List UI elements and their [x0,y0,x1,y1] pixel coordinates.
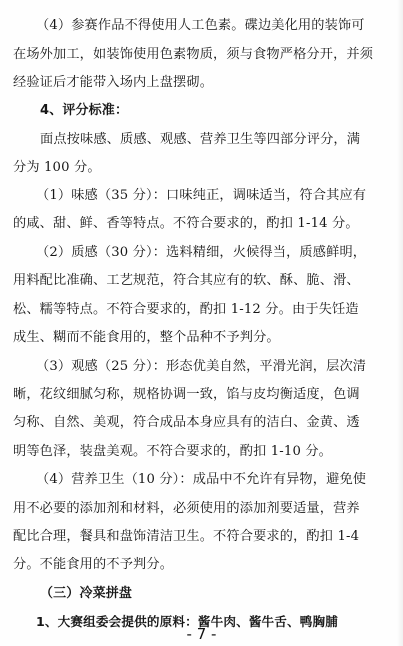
nutrition-line-2: 用不必要的添加剂和材料，必须使用的添加剂要适量，营养 [13,501,360,516]
scoring-intro-line-2: 分为 100 分。 [13,160,101,175]
rule-4-line-1: （4）参赛作品不得使用人工色素。碟边美化用的装饰可 [36,18,365,33]
taste-line-2: 的咸、甜、鲜、香等特点。不符合要求的，酌扣 1-14 分。 [13,216,359,231]
appearance-line-2: 晰，花纹细腻匀称，规格协调一致，馅与皮均衡适度，色调 [13,387,360,402]
rule-4-line-2: 在场外加工，如装饰使用色素物质，须与食物严格分开，并须 [13,47,374,62]
section-heading-cold-dish: （三）冷菜拼盘 [40,586,133,601]
appearance-line-1: （3）观感（25 分）：形态优美自然，平滑光润，层次清 [36,359,367,374]
ingredients-line: 1、大赛组委会提供的原料：酱牛肉、酱牛舌、鸭胸脯 [36,614,339,629]
rule-4-line-3: 经验证后才能带入场内上盘摆砌。 [13,75,214,90]
page-edge-shadow [397,0,403,646]
nutrition-line-1: （4）营养卫生（10 分）：成品中不允许有异物，避免使 [36,472,367,487]
texture-line-1: （2）质感（30 分）：选料精细，火候得当，质感鲜明， [36,245,367,260]
texture-line-2: 用料配比准确、工艺规范，符合其应有的软、酥、脆、滑、 [13,273,360,288]
appearance-line-4: 明等色泽，装盘美观。不符合要求的，酌扣 1-10 分。 [13,444,332,459]
scoring-intro-line-1: 面点按味感、质感、观感、营养卫生等四部分评分，满 [40,132,361,147]
page-number: - 7 - [186,625,217,643]
nutrition-line-4: 分。不能食用的不予判分。 [13,557,174,572]
nutrition-line-3: 配比合理，餐具和盘饰清洁卫生。不符合要求的，酌扣 1-4 [13,529,360,544]
texture-line-4: 成生、糊而不能食用的，整个品种不予判分。 [13,330,280,345]
taste-line-1: （1）味感（35 分）：口味纯正，调味适当，符合其应有 [36,188,367,203]
appearance-line-3: 匀称、自然、美观，符合成品本身应具有的洁白、金黄、透 [13,415,360,430]
section-heading-scoring: 4、评分标准： [40,103,129,118]
texture-line-3: 松、糯等特点。不符合要求的，酌扣 1-12 分。由于失饪造 [13,302,359,317]
